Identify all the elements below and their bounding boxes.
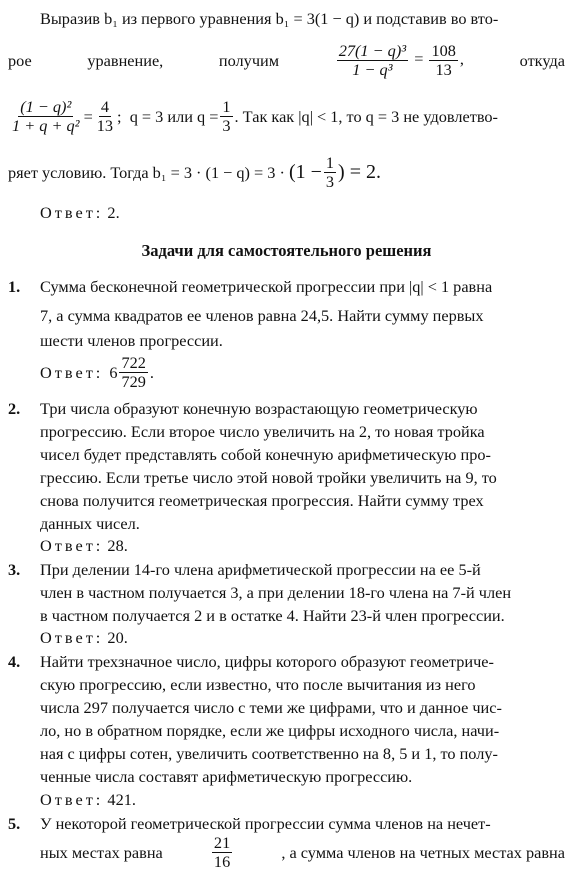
problem-line: При делении 14-го члена арифметической прогрессии на ее 5-й	[40, 560, 481, 579]
intro-equation	[335, 42, 464, 79]
intro-text: ; q = 3 или q =	[117, 106, 219, 126]
problem-line: член в частном получается 3, а при делении 18-го члена на 7-й член	[40, 583, 512, 602]
answer-label: Ответ:	[40, 203, 104, 222]
fraction-denominator: 16	[213, 851, 231, 871]
intro-line-2	[8, 38, 565, 82]
answer-value: 6	[109, 362, 118, 382]
problem-line: данных чисел.	[40, 514, 140, 533]
fraction-numerator: 27(1 − q)³	[338, 40, 407, 60]
fraction-numerator: 1	[325, 152, 335, 172]
problem-line: грессию. Если третье число этой новой тройки увеличить на 9, то	[40, 468, 497, 487]
intro-line-1: Выразив b₁ из первого уравнения b₁ = 3(1 − q) и подставив во вто-	[40, 9, 499, 28]
intro-line-3	[8, 94, 565, 138]
answer-label: Ответ:	[40, 362, 104, 382]
problem-number: 4.	[8, 652, 21, 671]
problem-line: числа 297 получается число с теми же цифрами, что и данное чис-	[40, 698, 502, 717]
intro-text: ряет условию. Тогда b₁ = 3 · (1 − q) = 3 ·	[8, 162, 285, 182]
intro-text: ) = 2.	[338, 160, 381, 183]
problem-line: Сумма бесконечной геометрической прогрессии при |q| < 1 равна	[40, 277, 493, 296]
answer-label: Ответ:	[40, 790, 104, 809]
problem-number: 2.	[8, 399, 21, 418]
intro-text: . Так как |q| < 1, то q = 3 не удовлетво-	[234, 106, 498, 126]
intro-word: откуда	[519, 50, 565, 70]
fraction-denominator: 729	[121, 371, 146, 391]
answer-label: Ответ:	[40, 536, 104, 555]
fraction	[220, 98, 232, 135]
intro-word: уравнение,	[87, 50, 164, 70]
fraction-denominator: 13	[435, 59, 452, 79]
problem-line: снова получится геометрическая прогрессия. Найти сумму трех	[40, 491, 484, 510]
fraction	[10, 98, 82, 135]
equals-sign: =	[83, 106, 93, 126]
fraction	[119, 354, 147, 391]
fraction-numerator: 4	[100, 96, 109, 116]
problem-number: 5.	[8, 814, 21, 833]
fraction	[212, 834, 232, 871]
problem-text: , а сумма членов на четных местах равна	[281, 842, 565, 862]
fraction-denominator: 3	[325, 171, 335, 191]
problem-line	[40, 832, 565, 872]
problem-line: Найти трехзначное число, цифры которого образуют геометриче-	[40, 652, 494, 671]
problem-text: ных местах равна	[40, 842, 163, 862]
problem-line: в частном получается 2 и в остатке 4. Найти 23-й член прогрессии.	[40, 606, 505, 625]
problem-line: шести членов прогрессии.	[40, 331, 223, 350]
problem-number: 3.	[8, 560, 21, 579]
fraction-denominator: 3	[222, 115, 231, 135]
problem-line: ченные числа составят арифметическую прогрессию.	[40, 767, 413, 786]
intro-word: рое	[8, 50, 32, 70]
punctuation: ,	[459, 48, 464, 68]
section-title: Задачи для самостоятельного решения	[141, 241, 432, 260]
fraction	[324, 154, 336, 191]
fraction-numerator: 108	[431, 40, 456, 60]
intro-answer	[40, 202, 565, 223]
fraction	[429, 42, 457, 79]
fraction-denominator: 1 + q + q²	[12, 115, 80, 135]
fraction	[95, 98, 115, 135]
fraction-denominator: 13	[96, 115, 114, 135]
problem-answer	[40, 535, 565, 556]
answer-value: 421.	[107, 790, 136, 809]
problem-line: Три числа образуют конечную возрастающую геометрическую	[40, 399, 478, 418]
fraction-numerator: 21	[213, 832, 231, 852]
answer-value: 20.	[107, 628, 128, 647]
problem-line: 7, а сумма квадратов ее членов равна 24,5. Найти сумму первых	[40, 306, 484, 325]
intro-line-4	[8, 150, 565, 194]
fraction	[337, 42, 408, 79]
punctuation: .	[149, 362, 154, 382]
fraction-numerator: 722	[121, 352, 146, 372]
problem-line: ная с цифры сотен, увеличить соответственно на 8, 5 и 1, то полу-	[40, 744, 498, 763]
problem-answer	[40, 352, 565, 392]
problem-line: ло, но в обратном порядке, если же цифры исходного числа, начи-	[40, 721, 500, 740]
problem-line: чисел будет представлять собой конечную арифметическую про-	[40, 445, 491, 464]
equals-sign: =	[414, 48, 424, 68]
fraction-numerator: 1	[222, 96, 231, 116]
answer-value: 2.	[107, 203, 120, 222]
intro-text: (1 −	[288, 160, 322, 183]
fraction-denominator: 1 − q³	[352, 59, 393, 79]
problem-line: прогрессию. Если второе число увеличить на 2, то новая тройка	[40, 422, 485, 441]
problem-line: У некоторой геометрической прогрессии сумма членов на нечет-	[40, 814, 491, 833]
problem-line: скую прогрессию, если известно, что после вычитания из него	[40, 675, 476, 694]
answer-label: Ответ:	[40, 628, 104, 647]
fraction-numerator: (1 − q)²	[20, 96, 72, 116]
problem-number: 1.	[8, 277, 21, 296]
problem-answer	[40, 789, 565, 810]
intro-word: получим	[218, 50, 280, 70]
problem-answer	[40, 627, 565, 648]
answer-value: 28.	[107, 536, 128, 555]
